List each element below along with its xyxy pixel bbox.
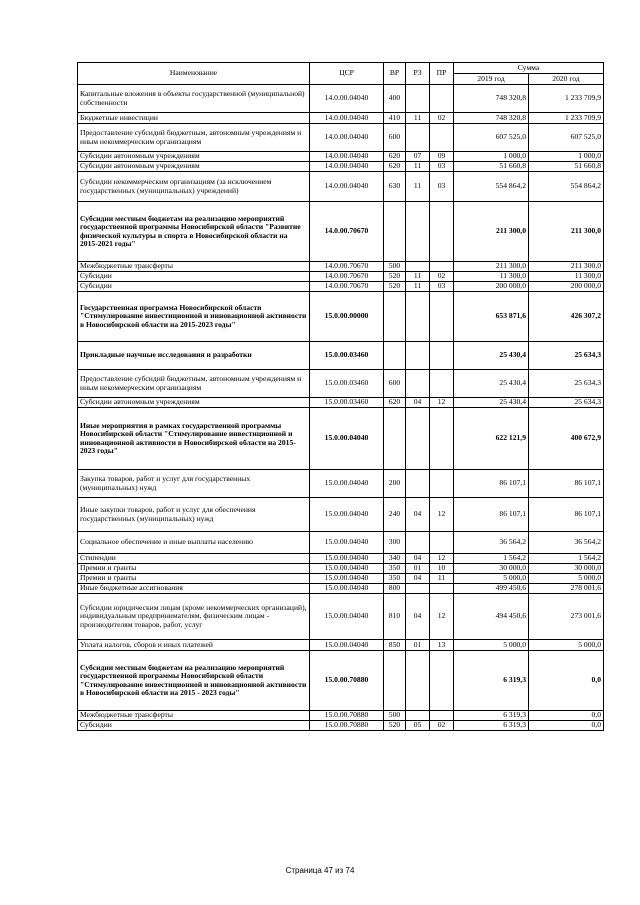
row-rz-cell [406, 651, 430, 711]
table-row [78, 202, 604, 262]
row-pr-cell [430, 342, 454, 370]
row-rz-cell [406, 370, 430, 398]
row-vr-cell: 410 [384, 113, 406, 124]
row-sum-2020-cell: 5 000,0 [529, 640, 604, 651]
row-sum-2019-cell: 6 319,3 [454, 651, 529, 711]
row-vr-cell: 340 [384, 554, 406, 564]
row-sum-2019-cell: 622 121,9 [454, 408, 529, 470]
row-csr-cell: 14.0.00.04040 [310, 85, 384, 113]
row-name-cell: Субсидии местным бюджетам на реализацию мероприятий государственной программы Новосибирской области "Стимулирование инвестиционной и инновационной активности в Новосибирской области на 2015 - 2023 годы" [78, 651, 310, 711]
row-rz-cell: 04 [406, 398, 430, 408]
row-sum-2019-cell: 36 564,2 [454, 532, 529, 554]
row-name-cell: Межбюджетные трансферты [78, 711, 310, 721]
row-csr-cell: 14.0.00.70670 [310, 262, 384, 272]
row-vr-cell: 300 [384, 532, 406, 554]
row-csr-cell: 14.0.00.70670 [310, 272, 384, 282]
row-sum-2020-cell: 1 233 709,9 [529, 113, 604, 124]
row-name-cell: Иные бюджетные ассигнования [78, 584, 310, 594]
row-sum-2020-cell: 211 300,0 [529, 202, 604, 262]
row-pr-cell: 12 [430, 398, 454, 408]
row-pr-cell [430, 711, 454, 721]
row-csr-cell: 15.0.00.03460 [310, 342, 384, 370]
row-sum-2020-cell: 25 634,3 [529, 398, 604, 408]
row-sum-2020-cell: 211 300,0 [529, 262, 604, 272]
row-sum-2019-cell: 25 430,4 [454, 398, 529, 408]
table-row [78, 640, 604, 651]
row-vr-cell [384, 202, 406, 262]
table-row [78, 470, 604, 498]
row-rz-cell: 11 [406, 282, 430, 292]
row-name-cell: Предоставление субсидий бюджетным, автономным учреждениям и иным некоммерческим организациям [78, 370, 310, 398]
row-sum-2020-cell: 426 307,2 [529, 292, 604, 342]
row-sum-2019-cell: 200 000,0 [454, 282, 529, 292]
row-sum-2019-cell: 51 660,8 [454, 162, 529, 172]
header-year-2019: 2019 год [454, 74, 529, 85]
row-pr-cell [430, 262, 454, 272]
table-row [78, 342, 604, 370]
row-rz-cell [406, 408, 430, 470]
row-pr-cell: 12 [430, 594, 454, 640]
row-sum-2020-cell: 0,0 [529, 721, 604, 731]
row-csr-cell: 15.0.00.03460 [310, 398, 384, 408]
row-name-cell: Субсидии местным бюджетам на реализацию мероприятий государственной программы Новосибирской области "Развитие физической культуры и спорта в Новосибирской области на 2015-2021 годы" [78, 202, 310, 262]
row-vr-cell: 620 [384, 398, 406, 408]
row-rz-cell [406, 202, 430, 262]
table-row [78, 272, 604, 282]
row-vr-cell: 630 [384, 172, 406, 202]
row-rz-cell: 11 [406, 272, 430, 282]
row-vr-cell: 240 [384, 498, 406, 532]
row-sum-2020-cell: 51 660,8 [529, 162, 604, 172]
row-pr-cell [430, 584, 454, 594]
table-row [78, 162, 604, 172]
row-sum-2019-cell: 607 525,0 [454, 124, 529, 152]
row-vr-cell: 520 [384, 721, 406, 731]
row-name-cell: Премии и гранты [78, 574, 310, 584]
row-csr-cell: 14.0.00.04040 [310, 172, 384, 202]
row-vr-cell [384, 342, 406, 370]
row-csr-cell: 15.0.00.04040 [310, 532, 384, 554]
row-pr-cell [430, 124, 454, 152]
row-vr-cell: 620 [384, 162, 406, 172]
row-rz-cell: 04 [406, 498, 430, 532]
row-sum-2020-cell: 0,0 [529, 651, 604, 711]
row-vr-cell: 620 [384, 152, 406, 162]
row-sum-2019-cell: 86 107,1 [454, 470, 529, 498]
row-csr-cell: 15.0.00.04040 [310, 554, 384, 564]
row-pr-cell [430, 370, 454, 398]
row-rz-cell: 04 [406, 574, 430, 584]
row-sum-2019-cell: 5 000,0 [454, 640, 529, 651]
row-pr-cell [430, 292, 454, 342]
row-name-cell: Иные мероприятия в рамках государственной программы Новосибирской области "Стимулирование инвестиционной и инновационной активности в Новосибирской области на 2015-2023 годы" [78, 408, 310, 470]
row-csr-cell: 15.0.00.00000 [310, 292, 384, 342]
table-body [78, 85, 604, 731]
row-vr-cell: 600 [384, 124, 406, 152]
row-csr-cell: 14.0.00.70670 [310, 202, 384, 262]
row-csr-cell: 15.0.00.04040 [310, 574, 384, 584]
row-pr-cell: 02 [430, 113, 454, 124]
row-sum-2019-cell: 5 000,0 [454, 574, 529, 584]
row-pr-cell [430, 202, 454, 262]
row-sum-2020-cell: 278 001,6 [529, 584, 604, 594]
row-vr-cell: 520 [384, 272, 406, 282]
row-pr-cell: 02 [430, 721, 454, 731]
row-name-cell: Субсидии [78, 721, 310, 731]
row-name-cell: Социальное обеспечение и иные выплаты населению [78, 532, 310, 554]
table-row [78, 282, 604, 292]
row-vr-cell: 520 [384, 282, 406, 292]
row-csr-cell: 14.0.00.04040 [310, 152, 384, 162]
row-sum-2020-cell: 86 107,1 [529, 498, 604, 532]
row-sum-2020-cell: 1 000,0 [529, 152, 604, 162]
row-name-cell: Субсидии юридическим лицам (кроме некоммерческих организаций), индивидуальным предпринимателям, физическим лицам - производителям товаров, работ, услуг [78, 594, 310, 640]
row-pr-cell: 12 [430, 498, 454, 532]
row-sum-2019-cell: 211 300,0 [454, 262, 529, 272]
row-sum-2019-cell: 494 450,6 [454, 594, 529, 640]
table-row [78, 152, 604, 162]
row-pr-cell [430, 85, 454, 113]
row-rz-cell [406, 470, 430, 498]
row-sum-2019-cell: 748 320,8 [454, 113, 529, 124]
row-sum-2019-cell: 30 000,0 [454, 564, 529, 574]
row-pr-cell: 02 [430, 272, 454, 282]
row-rz-cell: 05 [406, 721, 430, 731]
row-name-cell: Иные закупки товаров, работ и услуг для обеспечения государственных (муниципальных) нужд [78, 498, 310, 532]
row-sum-2020-cell: 607 525,0 [529, 124, 604, 152]
row-pr-cell [430, 532, 454, 554]
row-csr-cell: 15.0.00.70880 [310, 711, 384, 721]
table-row [78, 584, 604, 594]
row-vr-cell: 600 [384, 370, 406, 398]
row-sum-2019-cell: 748 320,8 [454, 85, 529, 113]
table-row [78, 532, 604, 554]
row-vr-cell: 850 [384, 640, 406, 651]
row-rz-cell: 04 [406, 594, 430, 640]
table-row [78, 85, 604, 113]
row-pr-cell: 13 [430, 640, 454, 651]
row-rz-cell [406, 124, 430, 152]
row-name-cell: Субсидии [78, 282, 310, 292]
row-sum-2019-cell: 499 450,6 [454, 584, 529, 594]
row-sum-2019-cell: 653 871,6 [454, 292, 529, 342]
header-csr: ЦСР [310, 63, 384, 85]
row-pr-cell: 12 [430, 554, 454, 564]
row-vr-cell: 350 [384, 564, 406, 574]
row-rz-cell [406, 532, 430, 554]
row-csr-cell: 15.0.00.04040 [310, 640, 384, 651]
table-row [78, 554, 604, 564]
row-csr-cell: 15.0.00.70880 [310, 651, 384, 711]
row-vr-cell [384, 292, 406, 342]
header-year-2020: 2020 год [529, 74, 604, 85]
row-pr-cell: 03 [430, 162, 454, 172]
table-row [78, 292, 604, 342]
row-name-cell: Капитальные вложения в объекты государственной (муниципальной) собственности [78, 85, 310, 113]
row-sum-2020-cell: 25 634,3 [529, 370, 604, 398]
row-rz-cell: 04 [406, 554, 430, 564]
row-sum-2020-cell: 400 672,9 [529, 408, 604, 470]
row-sum-2020-cell: 36 564,2 [529, 532, 604, 554]
table-row [78, 498, 604, 532]
table-row [78, 172, 604, 202]
row-name-cell: Межбюджетные трансферты [78, 262, 310, 272]
row-csr-cell: 15.0.00.70880 [310, 721, 384, 731]
row-csr-cell: 14.0.00.04040 [310, 124, 384, 152]
table-row [78, 398, 604, 408]
row-pr-cell: 11 [430, 574, 454, 584]
row-pr-cell [430, 651, 454, 711]
row-sum-2019-cell: 6 319,3 [454, 711, 529, 721]
row-rz-cell [406, 85, 430, 113]
row-pr-cell [430, 470, 454, 498]
row-vr-cell: 500 [384, 262, 406, 272]
row-vr-cell: 200 [384, 470, 406, 498]
header-sum: Сумма [454, 63, 604, 74]
row-sum-2020-cell: 11 300,0 [529, 272, 604, 282]
table-row [78, 124, 604, 152]
row-sum-2019-cell: 25 430,4 [454, 370, 529, 398]
row-sum-2020-cell: 554 864,2 [529, 172, 604, 202]
row-vr-cell: 400 [384, 85, 406, 113]
row-sum-2019-cell: 1 000,0 [454, 152, 529, 162]
table-row [78, 564, 604, 574]
row-csr-cell: 15.0.00.04040 [310, 408, 384, 470]
row-sum-2019-cell: 1 564,2 [454, 554, 529, 564]
row-name-cell: Государственная программа Новосибирской области "Стимулирование инвестиционной и инновационной активности в Новосибирской области на 2015-2023 годы" [78, 292, 310, 342]
row-rz-cell [406, 292, 430, 342]
row-vr-cell: 350 [384, 574, 406, 584]
row-name-cell: Прикладные научные исследования и разработки [78, 342, 310, 370]
row-sum-2020-cell: 0,0 [529, 711, 604, 721]
page-number: Страница 47 из 74 [285, 866, 355, 875]
row-sum-2020-cell: 86 107,1 [529, 470, 604, 498]
row-csr-cell: 14.0.00.70670 [310, 282, 384, 292]
row-sum-2019-cell: 211 300,0 [454, 202, 529, 262]
row-csr-cell: 15.0.00.04040 [310, 498, 384, 532]
row-rz-cell: 11 [406, 113, 430, 124]
row-rz-cell: 11 [406, 172, 430, 202]
row-sum-2020-cell: 1 564,2 [529, 554, 604, 564]
row-rz-cell [406, 342, 430, 370]
row-csr-cell: 15.0.00.04040 [310, 470, 384, 498]
row-rz-cell [406, 711, 430, 721]
row-pr-cell: 09 [430, 152, 454, 162]
table-row [78, 651, 604, 711]
row-sum-2019-cell: 6 319,3 [454, 721, 529, 731]
row-csr-cell: 14.0.00.04040 [310, 162, 384, 172]
table-row [78, 594, 604, 640]
table-row [78, 721, 604, 731]
row-csr-cell: 14.0.00.04040 [310, 113, 384, 124]
row-sum-2019-cell: 554 864,2 [454, 172, 529, 202]
row-rz-cell [406, 584, 430, 594]
row-sum-2019-cell: 86 107,1 [454, 498, 529, 532]
header-rz: РЗ [406, 63, 430, 85]
row-name-cell: Закупка товаров, работ и услуг для государственных (муниципальных) нужд [78, 470, 310, 498]
row-csr-cell: 15.0.00.04040 [310, 594, 384, 640]
row-rz-cell: 11 [406, 162, 430, 172]
row-pr-cell: 03 [430, 172, 454, 202]
table-header [78, 63, 604, 85]
table-row [78, 370, 604, 398]
row-pr-cell: 03 [430, 282, 454, 292]
row-name-cell: Субсидии [78, 272, 310, 282]
row-vr-cell: 810 [384, 594, 406, 640]
table-row [78, 113, 604, 124]
table-row [78, 574, 604, 584]
row-sum-2020-cell: 25 634,3 [529, 342, 604, 370]
row-name-cell: Стипендии [78, 554, 310, 564]
table-row [78, 711, 604, 721]
row-name-cell: Субсидии автономным учреждениям [78, 152, 310, 162]
table-row [78, 262, 604, 272]
row-sum-2020-cell: 30 000,0 [529, 564, 604, 574]
row-name-cell: Уплата налогов, сборов и иных платежей [78, 640, 310, 651]
row-pr-cell: 10 [430, 564, 454, 574]
row-pr-cell [430, 408, 454, 470]
table-row [78, 408, 604, 470]
row-rz-cell [406, 262, 430, 272]
row-sum-2019-cell: 11 300,0 [454, 272, 529, 282]
row-name-cell: Субсидии автономным учреждениям [78, 398, 310, 408]
header-vr: ВР [384, 63, 406, 85]
row-sum-2019-cell: 25 430,4 [454, 342, 529, 370]
row-vr-cell [384, 408, 406, 470]
budget-table [77, 62, 604, 731]
row-name-cell: Бюджетные инвестиции [78, 113, 310, 124]
row-rz-cell: 01 [406, 640, 430, 651]
row-csr-cell: 15.0.00.04040 [310, 564, 384, 574]
row-sum-2020-cell: 200 000,0 [529, 282, 604, 292]
row-sum-2020-cell: 1 233 709,9 [529, 85, 604, 113]
row-rz-cell: 01 [406, 564, 430, 574]
row-sum-2020-cell: 273 001,6 [529, 594, 604, 640]
row-name-cell: Субсидии автономным учреждениям [78, 162, 310, 172]
row-vr-cell [384, 651, 406, 711]
row-rz-cell: 07 [406, 152, 430, 162]
row-csr-cell: 15.0.00.03460 [310, 370, 384, 398]
row-name-cell: Предоставление субсидий бюджетным, автономным учреждениям и иным некоммерческим организациям [78, 124, 310, 152]
row-csr-cell: 15.0.00.04040 [310, 584, 384, 594]
row-vr-cell: 800 [384, 584, 406, 594]
header-name: Наименование [78, 63, 310, 85]
row-vr-cell: 500 [384, 711, 406, 721]
row-name-cell: Субсидии некоммерческим организациям (за исключением государственных (муниципальных) учреждений) [78, 172, 310, 202]
row-sum-2020-cell: 5 000,0 [529, 574, 604, 584]
row-name-cell: Премии и гранты [78, 564, 310, 574]
header-pr: ПР [430, 63, 454, 85]
